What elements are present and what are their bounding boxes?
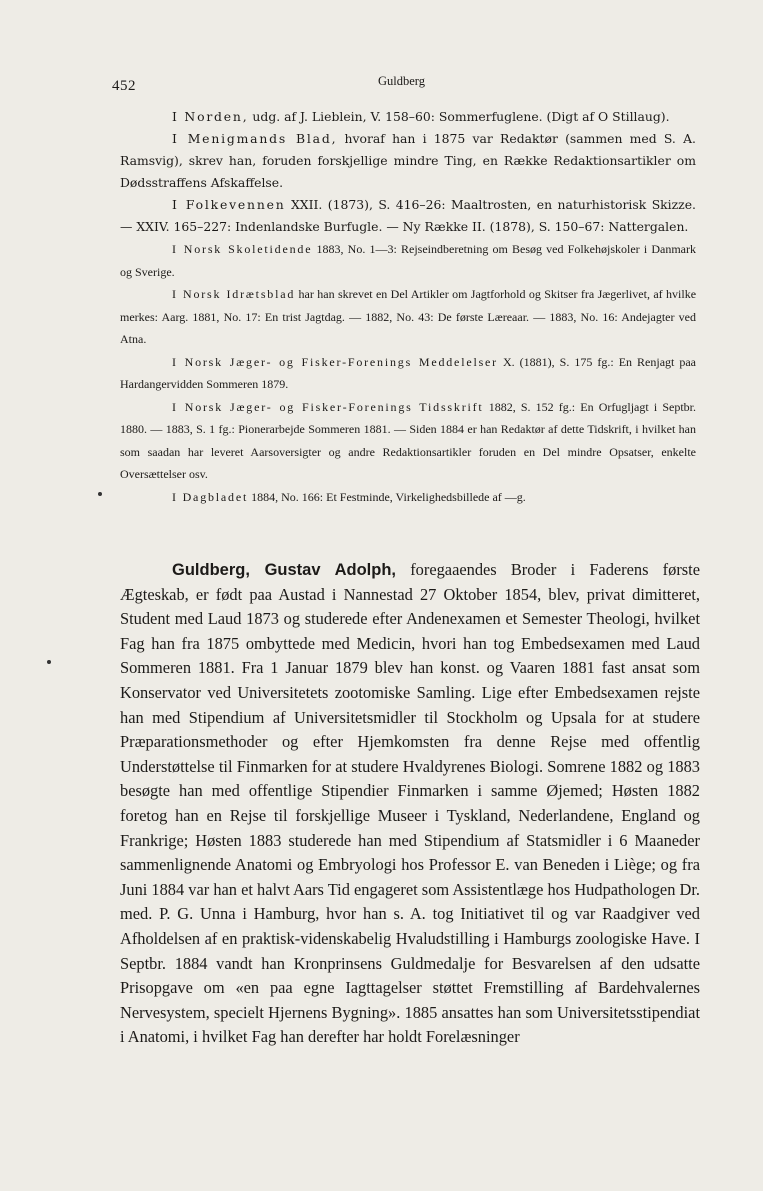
reference-folkevennen <box>120 194 696 238</box>
reference-source: I Norsk Idrætsblad <box>172 287 296 301</box>
page-number <box>112 78 136 95</box>
reference-norden <box>120 106 696 128</box>
entry-name: Guldberg, Gustav Adolph, <box>172 561 397 579</box>
margin-mark <box>47 660 51 664</box>
reference-text: 1882, S. 152 fg.: En Orfugljagt i Septbr. 1880. — 1883, S. 1 fg.: Pionerarbejde Sommeren 1881. — Siden 1884 er han Redaktør af dette Tidskrift, i hvilket han som saadan har leveret Aarsoversigter og andre Redaktionsartikler foruden en Del mindre Opsatser, enkelte Oversættelser osv. <box>120 399 696 481</box>
reference-idraetsblad <box>120 283 696 351</box>
reference-text: X. (1881), S. 175 fg.: En Renjagt paa Hardangervidden Sommeren 1879. <box>120 354 697 391</box>
reference-source: I Folkevennen <box>172 197 286 212</box>
bibliography-list <box>120 106 696 508</box>
reference-menigmands-blad <box>120 128 696 194</box>
reference-skoletidende <box>120 238 696 283</box>
page-number-text: 452 <box>112 78 136 94</box>
reference-jaeger-tidsskrift <box>120 396 696 486</box>
reference-source: I Dagbladet <box>172 489 249 504</box>
reference-jaeger-meddelelser <box>120 351 696 396</box>
reference-text: 1883, No. 1—3: Rejseindberetning om Besøg ved Folkehøjskoler i Danmark og Sverige. <box>120 242 696 279</box>
reference-text: udg. af J. Lieblein, V. 158–60: Sommerfuglene. (Digt af O Stillaug). <box>252 109 670 124</box>
reference-dagbladet <box>120 486 696 509</box>
running-head-text: Guldberg <box>378 74 425 88</box>
reference-text: har han skrevet en Del Artikler om Jagtforhold og Skitser fra Jægerlivet, af hvilke merkes: Aarg. 1881, No. 17: En trist Jagtdag. — 1882, No. 43: De første Læreaar. — 1883, No. 16: Andejagter ved Atna. <box>120 287 697 346</box>
reference-source: I Norden, <box>172 109 249 124</box>
running-head <box>378 74 425 89</box>
reference-source: I Norsk Jæger- og Fisker-Forenings Meddelelser <box>172 354 498 369</box>
reference-source: I Norsk Skoletidende <box>172 242 313 256</box>
reference-text: XXII. (1873), S. 416–26: Maaltrosten, en naturhistorisk Skizze. — XXIV. 165–227: Indenlandske Burfugle. — Ny Række II. (1878), S. 150–67: Nattergalen. <box>120 197 696 234</box>
reference-source: I Menigmands Blad, <box>172 131 338 146</box>
reference-text: 1884, No. 166: Et Festminde, Virkelighedsbillede af —g. <box>251 489 526 504</box>
reference-source: I Norsk Jæger- og Fisker-Forenings Tidsskrift <box>172 399 484 414</box>
entry-body: foregaaendes Broder i Faderens første Ægteskab, er født paa Austad i Nannestad 27 Oktober 1854, blev, privat dimitteret, Student med Laud 1873 og studerede efter Andenexamen et Semester Theologi, hvilket Fag han fra 1875 ombyttede med Medicin, hvori han tog Embedsexamen med Laud Sommeren 1881. Fra 1 Januar 1879 blev han konst. og Vaaren 1881 fast ansat som Konservator ved Universitetets zootomiske Samling. Lige efter Embedsexamen rejste han med Stipendium af Universitetsmidler til Stockholm og Upsala for at studere Præparationsmethoder og efter Hjemkomsten fra denne Rejse med offentlig Understøttelse til Finmarken for at studere Hvaldyrenes Biologi. Somrene 1882 og 1883 besøgte han med offentlige Stipendier Finmarken i samme Øjemed; Høsten 1882 foretog han en Rejse til forskjellige Museer i Tyskland, Nederlandene, England og Frankrige; Høsten 1883 studerede han med Stipendium af Statsmidler i 6 Maaneder sammenlignende Anatomi og Embryologi hos Professor E. van Beneden i Liège; og fra Juni 1884 var han et halvt Aars Tid engageret som Assistentlæge hos Hudpathologen Dr. med. P. G. Unna i Hamburg, hvor han s. A. tog Initiativet til og var Raadgiver ved Afholdelsen af en praktisk-videnskabelig Hvaludstilling i Hamburgs zoologiske Have. I Septbr. 1884 vandt han Kronprinsens Guldmedalje for Besvarelsen af den udsatte Prisopgave om «en paa egne Iagttagelser støttet Fremstilling af Bardehvalernes Nervesystem, specielt Hjernens Bygning». 1885 ansattes han som Universitetsstipendiat i Anatomi, i hvilket Fag han derefter har holdt Forelæsninger <box>120 560 700 1047</box>
biography-entry <box>120 558 700 1050</box>
margin-mark <box>98 492 102 496</box>
reference-text: hvoraf han i 1875 var Redaktør (sammen med S. A. Ramsvig), skrev han, foruden forskjellige mindre Ting, en Række Redaktionsartikler om Dødsstraffens Afskaffelse. <box>120 131 696 190</box>
